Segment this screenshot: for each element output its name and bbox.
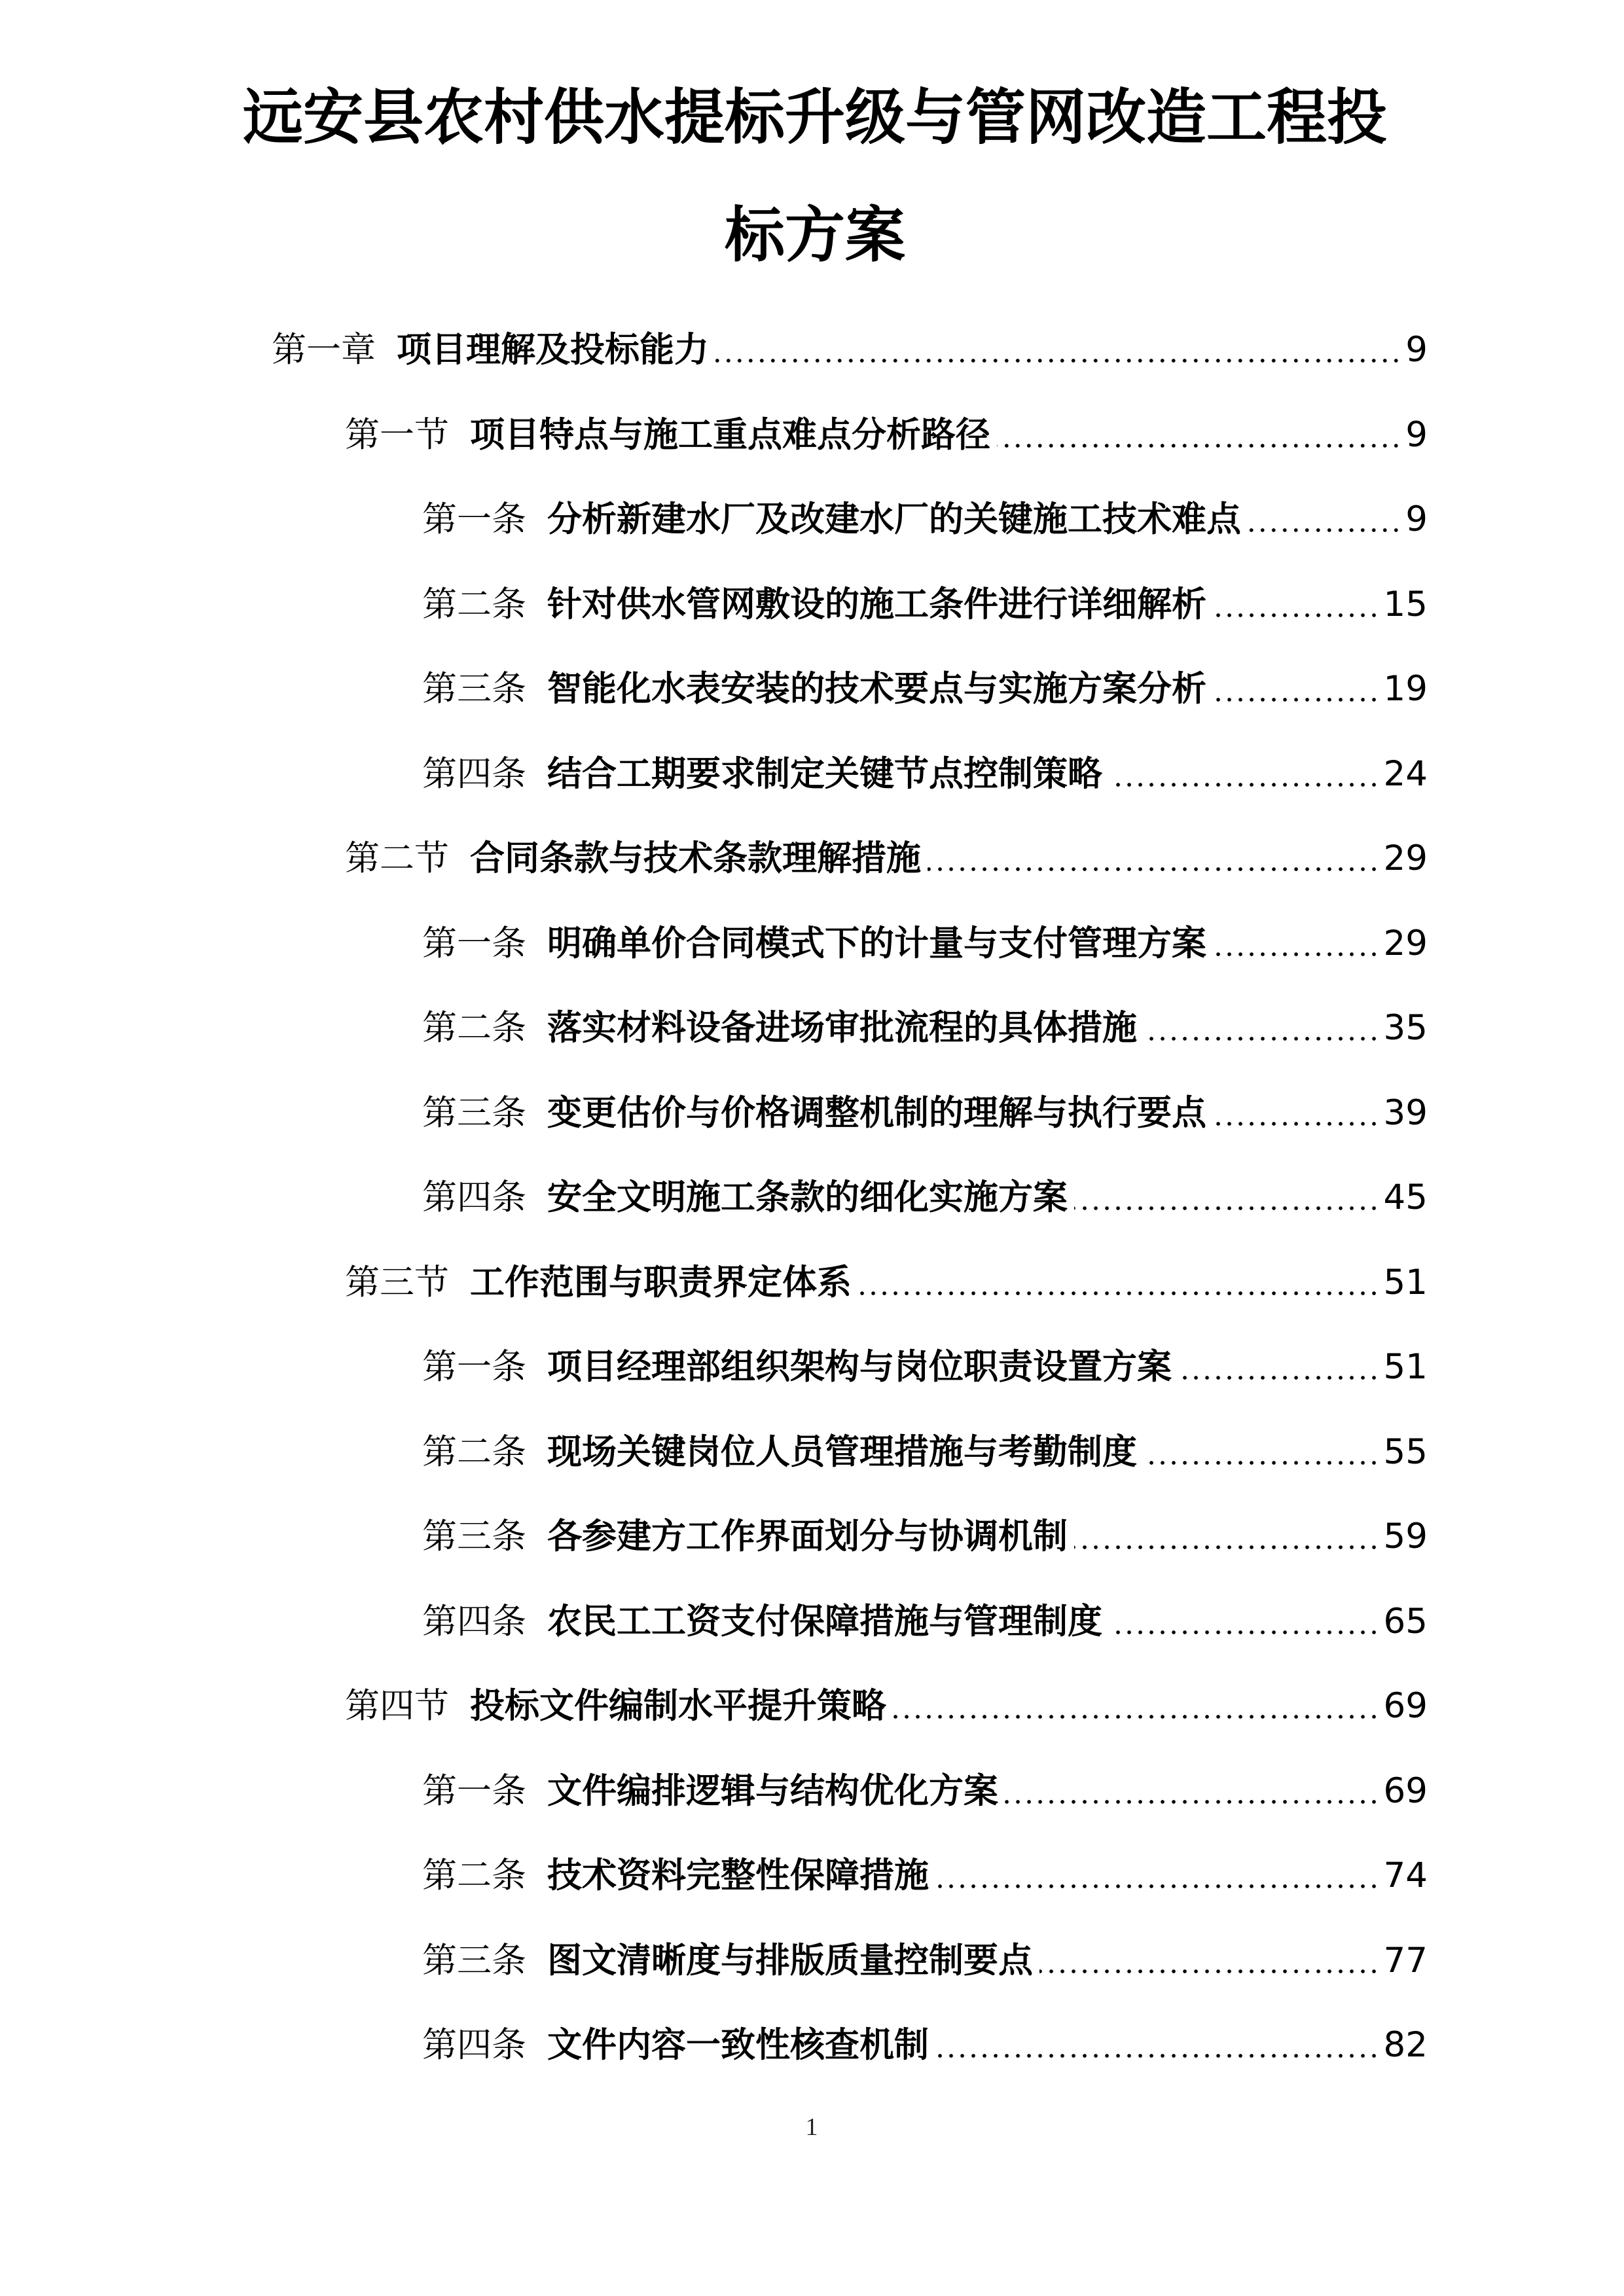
toc-entry-label: 第三节 (345, 1262, 449, 1302)
toc-entry-page-number: 35 (1383, 1008, 1428, 1048)
document-title-line-1: 远安县农村供水提标升级与管网改造工程投 (242, 82, 1387, 152)
toc-entry[interactable] (422, 1416, 1428, 1475)
toc-entry-label: 第一条 (422, 1770, 526, 1811)
toc-entry-label: 第四节 (345, 1686, 449, 1726)
toc-entry[interactable] (422, 569, 1428, 628)
toc-entry-title: 技术资料完整性保障措施 (547, 1856, 929, 1895)
toc-entry-title: 分析新建水厂及改建水厂的关键施工技术难点 (547, 499, 1241, 539)
toc-entry-title: 工作范围与职责界定体系 (470, 1262, 852, 1302)
toc-entry-title: 结合工期要求制定关键节点控制策略 (547, 753, 1102, 794)
toc-entry[interactable] (422, 992, 1428, 1051)
toc-entry-page-number: 51 (1383, 1262, 1428, 1302)
toc-dot-leader (997, 442, 1401, 449)
toc-dot-leader (1074, 1205, 1380, 1211)
toc-entry-title: 项目特点与施工重点难点分析路径 (470, 414, 990, 455)
toc-entry-page-number: 29 (1383, 838, 1428, 878)
toc-entry-page-number: 15 (1383, 584, 1428, 624)
toc-dot-leader (893, 1713, 1380, 1720)
toc-dot-leader (935, 1883, 1380, 1890)
toc-entry[interactable] (422, 2009, 1428, 2068)
toc-entry-title: 项目理解及投标能力 (397, 330, 709, 370)
toc-entry[interactable] (422, 484, 1428, 543)
toc-entry-label: 第四条 (422, 2025, 526, 2065)
toc-entry-page-number: 77 (1383, 1940, 1428, 1981)
toc-dot-leader (1213, 612, 1380, 619)
toc-entry-title: 现场关键岗位人员管理措施与考勤制度 (547, 1431, 1137, 1472)
toc-entry-page-number: 65 (1383, 1601, 1428, 1641)
toc-dot-leader (1005, 1799, 1380, 1805)
toc-entry-label: 第一条 (422, 923, 526, 963)
toc-dot-leader (858, 1290, 1380, 1297)
toc-entry-title: 落实材料设备进场审批流程的具体措施 (547, 1008, 1137, 1048)
toc-entry-label: 第一条 (422, 1347, 526, 1387)
toc-entry[interactable] (422, 1586, 1428, 1645)
toc-dot-leader (1248, 527, 1401, 533)
toc-entry-label: 第三条 (422, 1516, 526, 1556)
toc-entry-label: 第二条 (422, 584, 526, 624)
toc-entry-title: 项目经理部组织架构与岗位职责设置方案 (547, 1347, 1172, 1387)
toc-entry-title: 各参建方工作界面划分与协调机制 (547, 1516, 1068, 1556)
toc-entry-title: 针对供水管网敷设的施工条件进行详细解析 (547, 584, 1206, 624)
toc-entry[interactable] (422, 1840, 1428, 1899)
toc-entry-label: 第三条 (422, 1092, 526, 1133)
toc-entry-page-number: 9 (1405, 330, 1428, 370)
toc-dot-leader (1213, 951, 1380, 958)
toc-entry-label: 第一条 (422, 499, 526, 539)
toc-entry-page-number: 82 (1383, 2025, 1428, 2065)
toc-dot-leader (1039, 1968, 1380, 1975)
toc-entry-page-number: 59 (1383, 1516, 1428, 1556)
toc-entry[interactable] (345, 1247, 1428, 1306)
toc-dot-leader (1109, 781, 1380, 788)
toc-entry-label: 第四条 (422, 1177, 526, 1217)
toc-entry-title: 明确单价合同模式下的计量与支付管理方案 (547, 923, 1206, 963)
toc-dot-leader (928, 866, 1380, 872)
toc-entry-page-number: 9 (1405, 414, 1428, 455)
toc-dot-leader (1213, 1121, 1380, 1127)
toc-entry[interactable] (422, 1755, 1428, 1814)
toc-entry[interactable] (345, 823, 1428, 882)
toc-entry[interactable] (345, 1670, 1428, 1729)
toc-entry-title: 图文清晰度与排版质量控制要点 (547, 1940, 1033, 1981)
toc-entry[interactable] (422, 653, 1428, 712)
toc-entry-label: 第二条 (422, 1431, 526, 1472)
toc-entry-title: 智能化水表安装的技术要点与实施方案分析 (547, 669, 1206, 709)
toc-entry-title: 安全文明施工条款的细化实施方案 (547, 1177, 1068, 1217)
toc-entry-label: 第四条 (422, 1601, 526, 1641)
toc-dot-leader (1144, 1035, 1380, 1042)
toc-entry-page-number: 51 (1383, 1347, 1428, 1387)
toc-entry-title: 文件编排逻辑与结构优化方案 (547, 1770, 998, 1811)
page-number: 1 (805, 2113, 818, 2141)
toc-entry-label: 第三条 (422, 1940, 526, 1981)
toc-entry-page-number: 9 (1405, 499, 1428, 539)
toc-entry[interactable] (422, 738, 1428, 797)
toc-entry[interactable] (422, 1077, 1428, 1136)
toc-entry-page-number: 19 (1383, 669, 1428, 709)
toc-dot-leader (1178, 1374, 1380, 1381)
toc-entry-title: 农民工工资支付保障措施与管理制度 (547, 1601, 1102, 1641)
toc-entry-label: 第四条 (422, 753, 526, 794)
toc-entry-title: 投标文件编制水平提升策略 (470, 1686, 886, 1726)
toc-entry-page-number: 55 (1383, 1431, 1428, 1472)
toc-entry-label: 第一节 (345, 414, 449, 455)
toc-entry-page-number: 74 (1383, 1856, 1428, 1895)
toc-entry[interactable] (272, 314, 1428, 373)
toc-dot-leader (1074, 1544, 1380, 1551)
toc-entry-page-number: 69 (1383, 1686, 1428, 1726)
document-title-line-2: 标方案 (724, 200, 905, 270)
toc-entry-label: 第二条 (422, 1856, 526, 1895)
toc-entry-title: 合同条款与技术条款理解措施 (470, 838, 921, 878)
toc-entry-page-number: 69 (1383, 1770, 1428, 1811)
toc-entry[interactable] (345, 399, 1428, 458)
toc-dot-leader (1213, 696, 1380, 703)
toc-entry[interactable] (422, 1162, 1428, 1221)
toc-entry-title: 文件内容一致性核查机制 (547, 2025, 929, 2065)
toc-entry-label: 第二节 (345, 838, 449, 878)
toc-entry[interactable] (422, 1501, 1428, 1560)
toc-entry-page-number: 39 (1383, 1092, 1428, 1133)
toc-entry-page-number: 24 (1383, 753, 1428, 794)
toc-entry-title: 变更估价与价格调整机制的理解与执行要点 (547, 1092, 1206, 1133)
toc-entry[interactable] (422, 1331, 1428, 1390)
toc-dot-leader (715, 357, 1401, 364)
toc-dot-leader (935, 2053, 1380, 2059)
toc-dot-leader (1109, 1629, 1380, 1636)
toc-entry-label: 第一章 (272, 330, 376, 370)
toc-dot-leader (1144, 1460, 1380, 1466)
toc-entry-label: 第二条 (422, 1008, 526, 1048)
toc-entry-page-number: 29 (1383, 923, 1428, 963)
toc-entry[interactable] (422, 1925, 1428, 1984)
toc-entry-page-number: 45 (1383, 1177, 1428, 1217)
toc-entry[interactable] (422, 908, 1428, 967)
toc-entry-label: 第三条 (422, 669, 526, 709)
